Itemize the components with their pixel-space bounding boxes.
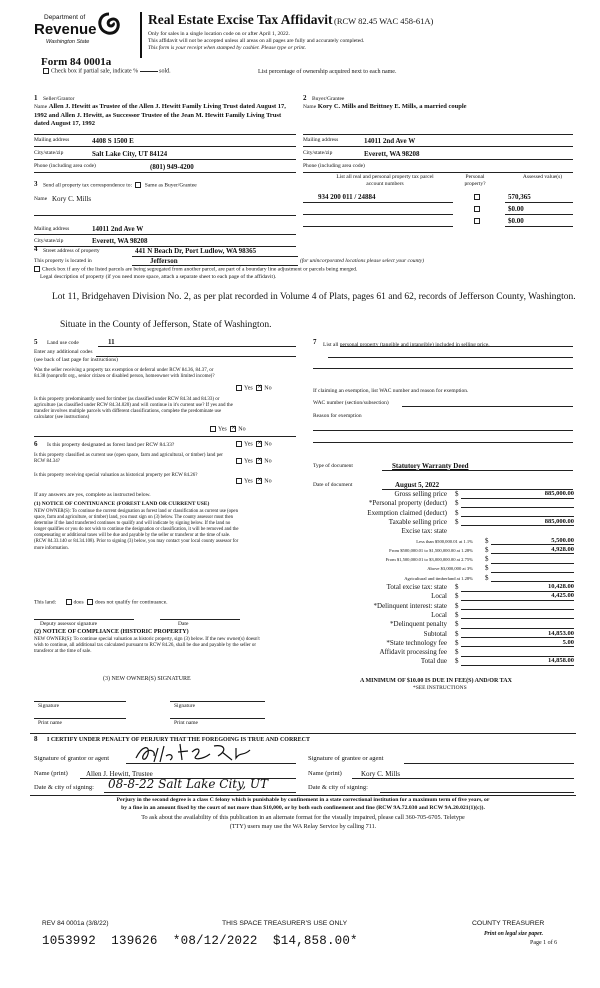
doc-date-value[interactable]: August 5, 2022 <box>395 481 440 489</box>
exemption-wac-label: If claiming an exemption, list WAC number and reason for exemption. <box>313 388 469 394</box>
does-qualify-checkbox[interactable] <box>66 599 72 605</box>
located-value[interactable]: Jefferson <box>150 257 178 265</box>
yes-label: Yes <box>244 478 253 485</box>
parcel-row-2-value[interactable]: $0.00 <box>508 205 524 213</box>
grantee-name-value[interactable]: Kory C. Mills <box>361 770 401 778</box>
tax-row-amount[interactable]: 885,000.00 <box>544 517 574 525</box>
q5b-answer <box>208 426 246 434</box>
q6b-no-checkbox[interactable] <box>256 458 262 464</box>
section8-rule <box>30 733 576 734</box>
parcel-header-assessed: Assessed value(s) <box>522 174 563 180</box>
section4-num: 4 <box>34 245 38 253</box>
q6a-answer <box>234 441 272 449</box>
availability-line1: To ask about the availability of this publication in an alternate format for the visually impaired, please call 360-705-6705. Teletype <box>141 814 465 821</box>
exemption-deferral-question: Was the seller receiving a property tax exemption or deferral under RCW 84.36, 84.37, or 84.38 (nonprofit org., senior citizen or disabled person, homeowner with limited income)? <box>34 368 215 379</box>
section8-bottom-rule <box>30 795 576 796</box>
correspondence-city-label: City/state/zip <box>34 238 64 244</box>
deputy-signature-label: Deputy assessor signature <box>40 621 98 627</box>
owner-signature-label-1: Signature <box>38 703 60 709</box>
grantor-name-label: Name (print) <box>34 770 68 777</box>
tax-row-label: Above $3,000,000 at 3% <box>427 566 473 572</box>
notice-compliance-text: NEW OWNER(S): To continue special valuation as historic property, sign (3) below. If the new owner(s) doesn't wish to continue, all additional tax calculated pursuant to RCW 84.26, shall be due and payable by the seller or transferor at the time of sale. <box>34 637 260 655</box>
land-use-label: Land use code <box>47 340 79 346</box>
q5b-no-checkbox[interactable] <box>230 426 236 432</box>
tax-row-dollar: $ <box>455 629 459 638</box>
dor-logo <box>34 12 134 48</box>
tax-row-dollar: $ <box>455 508 459 517</box>
seller-mailing-label: Mailing address <box>34 137 70 143</box>
section1-heading: Seller/Grantor <box>43 96 75 102</box>
partial-sale-row <box>41 68 171 76</box>
q6b-answer <box>234 458 272 466</box>
notice-compliance-title: (2) NOTICE OF COMPLIANCE (HISTORIC PROPERTY) <box>34 629 189 635</box>
form-rcw: (RCW 82.45 WAC 458-61A) <box>334 16 434 26</box>
tax-row-dollar: $ <box>455 638 459 647</box>
additional-codes-label: Enter any additional codes <box>34 349 93 355</box>
tax-row-amount[interactable]: 14,853.00 <box>548 629 574 637</box>
q6c-answer <box>234 478 272 486</box>
tax-row-dollar: $ <box>455 499 459 508</box>
owner-print-name-label-1: Print name <box>38 720 62 726</box>
section3-num: 3 <box>34 180 38 188</box>
grantee-name-label: Name (print) <box>308 770 342 777</box>
personal-property-label: List all personal property (tangible and intangible) included in selling price. <box>323 342 490 348</box>
does-label: does <box>73 599 84 606</box>
q6c-no-checkbox[interactable] <box>256 478 262 484</box>
treasurer-use-only: THIS SPACE TREASURER'S USE ONLY <box>222 920 348 927</box>
ownership-note: List percentage of ownership acquired next to each name. <box>258 69 397 75</box>
header-note2: This affidavit will not be accepted unless all areas on all pages are fully and accurately completed. <box>148 38 365 44</box>
doc-type-value[interactable]: Statutory Warranty Deed <box>392 462 469 470</box>
grantor-name-value[interactable]: Allen J. Hewitt, Trustee <box>86 770 153 778</box>
perjury-line2: by a fine in an amount fixed by the court of not more than $10,000, or by both such confinement and fine (RCW 9A.72.030 and RCW 9A.20.021(1)(c)). <box>121 805 485 811</box>
seller-mailing-value[interactable]: 4408 S 1500 E <box>92 137 134 145</box>
same-as-buyer-label: Same as Buyer/Grantee <box>144 182 197 189</box>
q6a-no-checkbox[interactable] <box>256 441 262 447</box>
this-land-row <box>34 599 168 606</box>
same-as-buyer-checkbox[interactable] <box>135 182 141 188</box>
buyer-phone-label: Phone (including area code) <box>303 163 365 169</box>
land-use-value[interactable]: 11 <box>108 338 115 346</box>
grantor-date-city-label: Date & city of signing: <box>34 784 94 791</box>
tax-row-dollar: $ <box>485 573 489 582</box>
tax-row-amount[interactable]: 14,858.00 <box>548 657 574 665</box>
buyer-mailing-value[interactable]: 14011 2nd Ave W <box>364 137 416 145</box>
tax-row-dollar: $ <box>455 620 459 629</box>
segregated-row <box>34 266 357 273</box>
tax-row-label: *Personal property (deduct) <box>368 499 447 508</box>
doc-type-label: Type of document <box>313 463 353 469</box>
tax-row-dollar: $ <box>455 610 459 619</box>
correspondence-mailing-value[interactable]: 14011 2nd Ave W <box>92 225 144 233</box>
section7-num: 7 <box>313 338 317 346</box>
tax-row-label: From $1,500,000.01 to $3,000,000.00 at 2.75% <box>385 557 473 563</box>
q5a-no-checkbox[interactable] <box>256 385 262 391</box>
q6b-yes-checkbox[interactable] <box>236 458 242 464</box>
tax-row-dollar: $ <box>455 583 459 591</box>
section1-num: 1 <box>34 94 38 102</box>
reason-exemption-label: Reason for exemption <box>313 413 362 419</box>
no-label: No <box>264 441 272 448</box>
correspondence-city-value[interactable]: Everett, WA 98208 <box>92 237 148 245</box>
buyer-name-label: Name <box>303 104 317 110</box>
yes-label: Yes <box>244 458 253 465</box>
parcel-row-2-personal-checkbox[interactable] <box>474 206 480 212</box>
form-number: Form 84 0001a <box>41 56 112 68</box>
historic-question: Is this property receiving special valuation as historical property per RCW 84.26? <box>34 473 198 478</box>
correspondence-mailing-label: Mailing address <box>34 226 70 232</box>
if-yes-instruction: If any answers are yes, complete as instructed below. <box>34 492 151 498</box>
form-title <box>148 12 433 28</box>
buyer-name-value[interactable]: Kory C. Mills and Brittney E. Mills, a married couple <box>317 103 467 110</box>
certify-statement: I CERTIFY UNDER PENALTY OF PERJURY THAT THE FOREGOING IS TRUE AND CORRECT <box>47 737 310 743</box>
owner-signature-label-2: Signature <box>174 703 196 709</box>
q6c-yes-checkbox[interactable] <box>236 478 242 484</box>
current-use-question: Is this property classified as current use (open space, farm and agricultural, or timber) land per RCW 84.34? <box>34 453 223 464</box>
legal-description-value[interactable]: Lot 11, Bridgehaven Division No. 2, as per plat recorded in Volume 4 of Plats, pages 61 and 62, records of Jefferson County, Washington. <box>52 292 576 302</box>
q5b-yes-checkbox[interactable] <box>210 426 216 432</box>
form-revision: REV 84 0001a (3/8/22) <box>42 920 109 927</box>
section8-num: 8 <box>34 735 38 743</box>
seller-name-value[interactable]: Allen J. Hewitt as Trustee of the Allen J. Hewitt Family Living Trust dated August 17, 1992 and Allen J. Hewitt, as Successor Trustee of the Jean M. Hewitt Family Living Trust dated August 17, 1992 <box>34 103 286 127</box>
tax-row-label: Exemption claimed (deduct) <box>367 508 447 517</box>
no-label: No <box>264 385 272 392</box>
tax-row-amount[interactable]: 4,928.00 <box>551 545 574 553</box>
grantee-signature-label: Signature of grantee or agent <box>308 755 384 762</box>
dept-line3: Washington State <box>46 39 90 45</box>
parcel-row-1-number[interactable]: 934 200 011 / 24884 <box>318 193 376 201</box>
grantee-date-city-label: Date & city of signing: <box>308 784 368 791</box>
header-note1: Only for sales in a single location code on or after April 1, 2022. <box>148 31 290 37</box>
situate-text: Situate in the County of Jefferson, State of Washington. <box>60 320 272 330</box>
seller-phone-label: Phone (including area code) <box>34 163 96 169</box>
dept-line1: Department of <box>44 14 86 21</box>
section3-heading: Send all property tax correspondence to: <box>43 182 133 189</box>
parcel-row-1-value[interactable]: 570,365 <box>508 193 531 201</box>
buyer-city-value[interactable]: Everett, WA 98208 <box>364 150 420 158</box>
no-label: No <box>264 478 272 485</box>
form-title-text: Real Estate Excise Tax Affidavit <box>148 12 333 27</box>
tax-row-label: Local <box>431 592 447 601</box>
correspondence-name-label: Name <box>34 196 48 202</box>
tax-row-dollar: $ <box>455 648 459 657</box>
correspondence-name-value[interactable]: Kory C. Mills <box>52 195 92 203</box>
tax-row-label: Total due <box>420 657 447 666</box>
tax-row-label: Local <box>431 610 447 619</box>
tax-row-dollar: $ <box>455 657 459 666</box>
tax-row-label: *Delinquent penalty <box>390 620 447 629</box>
yes-label: Yes <box>218 426 227 433</box>
tax-row-dollar: $ <box>455 601 459 610</box>
buyer-name-block <box>303 103 573 111</box>
section3-heading-row <box>43 182 197 189</box>
legal-description-label: Legal description of property (if you need more space, attach a separate sheet to each page of the affidavit). <box>40 274 277 280</box>
buyer-mailing-label: Mailing address <box>303 137 339 143</box>
tax-row-label: Less than $500,000.01 at 1.1% <box>416 538 473 544</box>
availability-line2: (TTY) users may use the WA Relay Service by calling 711. <box>229 823 377 830</box>
county-treasurer: COUNTY TREASURER <box>472 920 545 927</box>
seller-phone-value[interactable]: (801) 949-4200 <box>150 163 194 171</box>
new-owner-signature-title: (3) NEW OWNER(S) SIGNATURE <box>103 676 191 682</box>
tax-row-dollar: $ <box>485 555 489 564</box>
tax-row-label: Agricultural and timberland at 1.28% <box>404 575 473 581</box>
seller-name-block <box>34 103 296 127</box>
q5a-answer <box>234 385 272 393</box>
timber-agriculture-question: Is this property predominantly used for timber (as classified under RCW 84.34 and 84.33) or agriculture (as classified under RCW 84.34.020) and will continue in it's current use? If yes and the transfer involves multiple parcels with different classifications, complete the predominate use calculator (see instructions) <box>34 397 233 420</box>
tax-table <box>313 490 576 668</box>
seller-city-value[interactable]: Salt Lake City, UT 84124 <box>92 150 168 158</box>
segregated-checkbox[interactable] <box>34 266 40 272</box>
tax-row-label: Excise tax: state <box>401 527 447 536</box>
tax-row-amount[interactable]: 885,000.00 <box>544 490 574 497</box>
header-note3: This form is your receipt when stamped by cashier. Please type or print. <box>148 45 307 51</box>
cashier-receipt-stamp: 1053992 139626 *08/12/2022 $14,858.00* <box>42 934 358 948</box>
seller-city-label: City/state/zip <box>34 150 64 156</box>
section6-num: 6 <box>34 440 38 448</box>
parcel-row-3-personal-checkbox[interactable] <box>474 218 480 224</box>
tax-row-label: Taxable selling price <box>388 517 447 526</box>
partial-sale-label: Check box if partial sale, indicate % <box>51 68 139 75</box>
see-back-label: (see back of last page for instructions) <box>34 357 118 363</box>
street-label: Street address of property <box>43 248 100 254</box>
parcel-row-1-personal-checkbox[interactable] <box>474 194 480 200</box>
tax-row-label: Gross selling price <box>394 490 447 498</box>
does-not-qualify-checkbox[interactable] <box>87 599 93 605</box>
section2-num: 2 <box>303 94 307 102</box>
deputy-date-label: Date <box>178 621 189 627</box>
tax-row-amount[interactable]: 5,500.00 <box>551 536 574 544</box>
tax-row-dollar: $ <box>485 536 489 545</box>
tax-row-dollar: $ <box>485 564 489 573</box>
grantor-signature-mark[interactable] <box>132 742 262 766</box>
section2-heading: Buyer/Grantee <box>312 96 345 102</box>
tax-row-label: *State technology fee <box>386 638 447 647</box>
see-instructions-note: *SEE INSTRUCTIONS <box>413 685 467 691</box>
tax-row-amount[interactable]: 4,425.00 <box>551 592 574 600</box>
tax-row-dollar: $ <box>455 490 459 498</box>
legal-paper-note: Print on legal size paper. <box>484 931 544 937</box>
parcel-header-personal: Personal property? <box>464 174 486 187</box>
dept-line2: Revenue <box>34 21 97 38</box>
tax-row-dollar: $ <box>485 545 489 554</box>
minimum-due-note: A MINIMUM OF $10.00 IS DUE IN FEE(S) AND/OR TAX <box>360 678 512 684</box>
unincorporated-note: (for unincorporated locations please select your county) <box>300 258 425 264</box>
tax-row-dollar: $ <box>455 592 459 601</box>
tax-row-label: From $500,000.01 to $1,500,000.00 at 1.28% <box>389 547 473 553</box>
owner-print-name-label-2: Print name <box>174 720 198 726</box>
buyer-city-label: City/state/zip <box>303 150 333 156</box>
q6a-yes-checkbox[interactable] <box>236 441 242 447</box>
no-label: No <box>238 426 246 433</box>
perjury-line1: Perjury in the second degree is a class C felony which is punishable by confinement in a state correctional institution for a maximum term of five years, or <box>116 797 490 803</box>
yes-label: Yes <box>244 385 253 392</box>
notice-continuance-text: NEW OWNER(S): To continue the current designation as forest land or classification as current use (open space, farm and agriculture, or timber) land, you must sign on (3) below. The county assessor must then determine if the land transferred continues to qualify and will indicate by signing below. If the land no longer qualifies or you do not wish to continue the designation or classification, it will be removed and the compensating or additional taxes will be due and payable by the seller or transferor at the time of sale. (RCW 84.33.140 or 84.34.108). Prior to signing (3) below, you may contact your local county assessor for more information. <box>34 509 239 551</box>
section5-num: 5 <box>34 338 38 346</box>
located-label: This property is located in <box>34 258 92 264</box>
tax-row-amount[interactable]: 5.00 <box>562 638 574 646</box>
parcel-header-list: List all real and personal property tax parcel account numbers <box>336 174 434 187</box>
wac-number-label: WAC number (section/subsection) <box>313 400 389 406</box>
parcel-row-3-value[interactable]: $0.00 <box>508 217 524 225</box>
partial-sold-label: sold. <box>159 68 171 75</box>
does-not-label: does not qualify for continuance. <box>95 599 168 606</box>
this-land-label: This land: <box>34 599 57 606</box>
page-number: Page 1 of 6 <box>530 940 558 946</box>
yes-label: Yes <box>244 441 253 448</box>
seller-name-label: Name <box>34 104 48 110</box>
revenue-swirl-icon <box>98 12 120 36</box>
header-divider <box>140 12 142 58</box>
tax-row-label: Total excise tax: state <box>386 583 447 591</box>
tax-row-label: *Delinquent interest: state <box>373 601 447 610</box>
no-label: No <box>264 458 272 465</box>
grantor-signature-label: Signature of grantor or agent <box>34 755 110 762</box>
street-value[interactable]: 441 N Beach Dr, Port Ludlow, WA 98365 <box>135 247 257 255</box>
grantor-date-city-value[interactable]: 08-8-22 Salt Lake City, UT <box>108 777 269 791</box>
tax-row-label: Affidavit processing fee <box>379 648 447 657</box>
tax-row-dollar: $ <box>455 517 459 526</box>
segregated-label: Check box if any of the listed parcels are being segregated from another parcel, are part of a boundary line adjustment or parcels being merged. <box>42 266 358 273</box>
doc-date-label: Date of document <box>313 482 353 488</box>
tax-row-label: Subtotal <box>423 629 447 638</box>
tax-row-amount[interactable]: 10,428.00 <box>548 583 574 590</box>
q5a-yes-checkbox[interactable] <box>236 385 242 391</box>
partial-sale-checkbox[interactable] <box>43 68 49 74</box>
notice-continuance-title: (1) NOTICE OF CONTINUANCE (FOREST LAND OR CURRENT USE) <box>34 501 210 507</box>
forest-land-question: Is this property designated as forest land per RCW 84.33? <box>47 442 175 448</box>
